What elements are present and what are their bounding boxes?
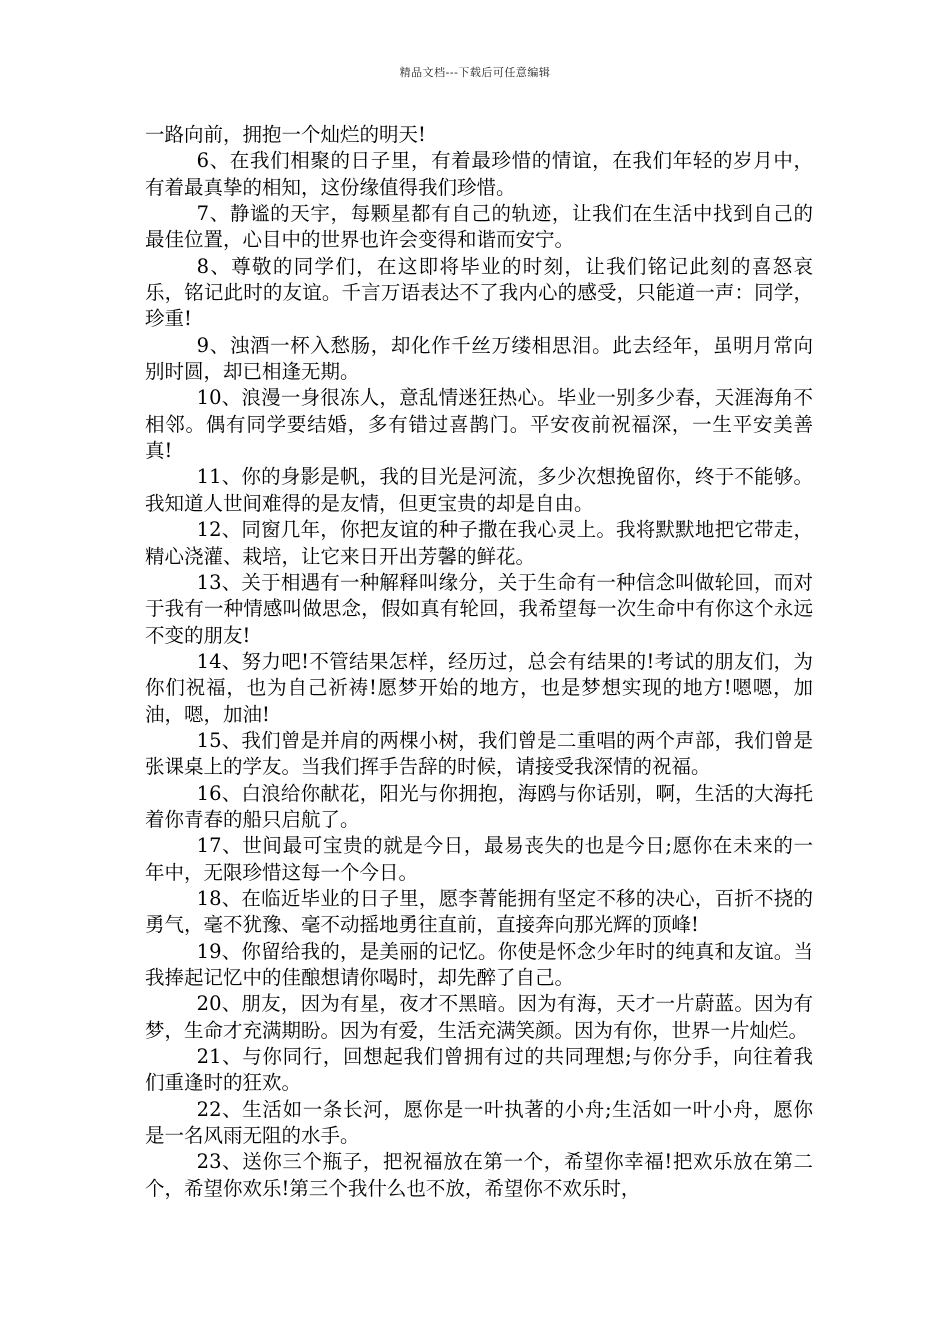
paragraph: 6、在我们相聚的日子里，有着最珍惜的情谊，在我们年轻的岁月中，有着最真挚的相知，这份缘值得我们珍惜。 xyxy=(145,149,813,199)
paragraph: 9、浊酒一杯入愁肠，却化作千丝万缕相思泪。此去经年，虽明月常向别时圆，却已相逢无期。 xyxy=(145,333,813,384)
document-body xyxy=(145,122,813,1202)
paragraph: 17、世间最可宝贵的就是今日，最易丧失的也是今日;愿你在未来的一年中，无限珍惜这每一个今日。 xyxy=(145,834,813,884)
paragraph: 10、浪漫一身很冻人，意乱情迷狂热心。毕业一别多少春，天涯海角不相邻。偶有同学要结婚，多有错过喜鹊门。平安夜前祝福深，一生平安美善真! xyxy=(145,386,813,463)
paragraph: 8、尊敬的同学们，在这即将毕业的时刻，让我们铭记此刻的喜怒哀乐，铭记此时的友谊。千言万语表达不了我内心的感受，只能道一声：同学，珍重! xyxy=(145,254,813,331)
page-header: 精品文档---下载后可任意编辑 xyxy=(399,66,551,79)
paragraph: 22、生活如一条长河，愿你是一叶执著的小舟;生活如一叶小舟，愿你是一名风雨无阻的水手。 xyxy=(145,1097,813,1148)
paragraph: 12、同窗几年，你把友谊的种子撒在我心灵上。我将默默地把它带走，精心浇灌、栽培，让它来日开出芳馨的鲜花。 xyxy=(145,518,813,568)
paragraph: 一路向前，拥抱一个灿烂的明天! xyxy=(145,123,426,146)
paragraph: 15、我们曾是并肩的两棵小树，我们曾是二重唱的两个声部，我们曾是张课桌上的学友。当我们挥手告辞的时候，请接受我深情的祝福。 xyxy=(145,728,813,779)
paragraph: 20、朋友，因为有星，夜才不黑暗。因为有海，天才一片蔚蓝。因为有梦，生命才充满期盼。因为有爱，生活充满笑颜。因为有你，世界一片灿烂。 xyxy=(145,992,813,1042)
paragraph: 19、你留给我的，是美丽的记忆。你使是怀念少年时的纯真和友谊。当我捧起记忆中的佳酿想请你喝时，却先醉了自己。 xyxy=(145,939,813,989)
paragraph: 11、你的身影是帆，我的目光是河流，多少次想挽留你，终于不能够。我知道人世间难得的是友情，但更宝贵的却是自由。 xyxy=(145,465,813,515)
paragraph: 21、与你同行，回想起我们曾拥有过的共同理想;与你分手，向往着我们重逢时的狂欢。 xyxy=(145,1045,813,1095)
paragraph: 18、在临近毕业的日子里，愿李菁能拥有坚定不移的决心，百折不挠的勇气，毫不犹豫、毫不动摇地勇往直前，直接奔向那光辉的顶峰! xyxy=(145,886,813,937)
paragraph: 23、送你三个瓶子，把祝福放在第一个，希望你幸福!把欢乐放在第二个，希望你欢乐!第三个我什么也不放，希望你不欢乐时， xyxy=(145,1150,813,1200)
paragraph: 13、关于相遇有一种解释叫缘分，关于生命有一种信念叫做轮回，而对于我有一种情感叫做思念，假如真有轮回，我希望每一次生命中有你这个永远不变的朋友! xyxy=(145,570,813,647)
paragraph: 16、白浪给你献花，阳光与你拥抱，海鸥与你话别，啊，生活的大海托着你青春的船只启航了。 xyxy=(145,781,813,831)
paragraph: 7、静谧的天宇，每颗星都有自己的轨迹，让我们在生活中找到自己的最佳位置，心目中的世界也许会变得和谐而安宁。 xyxy=(145,202,813,252)
paragraph: 14、努力吧!不管结果怎样，经历过，总会有结果的!考试的朋友们，为你们祝福，也为自己祈祷!愿梦开始的地方，也是梦想实现的地方!嗯嗯，加油，嗯，加油! xyxy=(145,649,813,726)
